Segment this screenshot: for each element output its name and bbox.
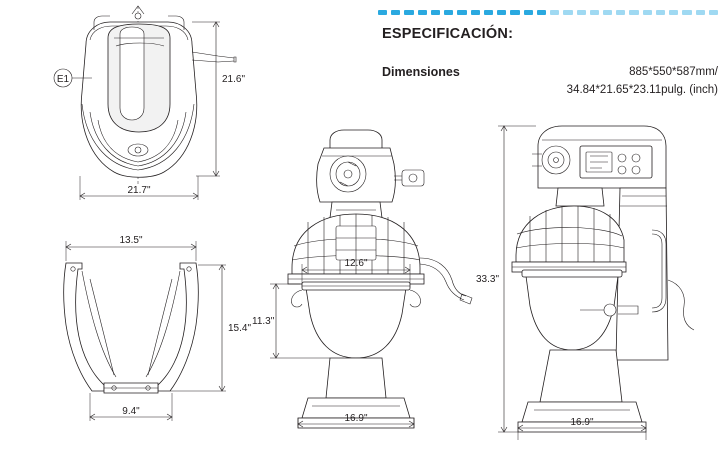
specification-panel bbox=[378, 8, 718, 100]
callout-e1: E1 bbox=[56, 74, 70, 85]
spec-row-dimensiones bbox=[382, 64, 718, 100]
spec-value-dimensiones bbox=[532, 64, 718, 100]
top-view-drawing bbox=[20, 0, 270, 215]
dim-guard-right: 15.4" bbox=[228, 323, 252, 334]
dim-guard-bottom: 9.4" bbox=[122, 406, 140, 417]
spec-title: ESPECIFICACIÓN: bbox=[382, 26, 514, 42]
bowl-guard-drawing bbox=[30, 225, 260, 440]
spec-value-line1: 885*550*587mm/ bbox=[629, 66, 718, 78]
dim-side-base-width: 16.9" bbox=[570, 417, 594, 428]
spec-label-dimensiones: Dimensiones bbox=[382, 65, 460, 79]
dim-side-height: 33.3" bbox=[476, 274, 500, 285]
decorative-dot-rule bbox=[378, 8, 718, 16]
dim-front-bowl-height: 11.3" bbox=[252, 316, 275, 327]
front-view-drawing bbox=[252, 118, 502, 438]
dim-guard-top: 13.5" bbox=[119, 235, 143, 246]
dim-top-view-width: 21.7" bbox=[127, 185, 151, 196]
dim-front-bowl-width: 12.6" bbox=[344, 258, 368, 269]
spec-value-line2: 34.84*21.65*23.11pulg. (inch) bbox=[566, 83, 718, 96]
side-view-drawing bbox=[470, 110, 720, 440]
dim-top-view-height: 21.6" bbox=[222, 74, 246, 85]
dim-front-base-width: 16.9" bbox=[344, 413, 368, 424]
